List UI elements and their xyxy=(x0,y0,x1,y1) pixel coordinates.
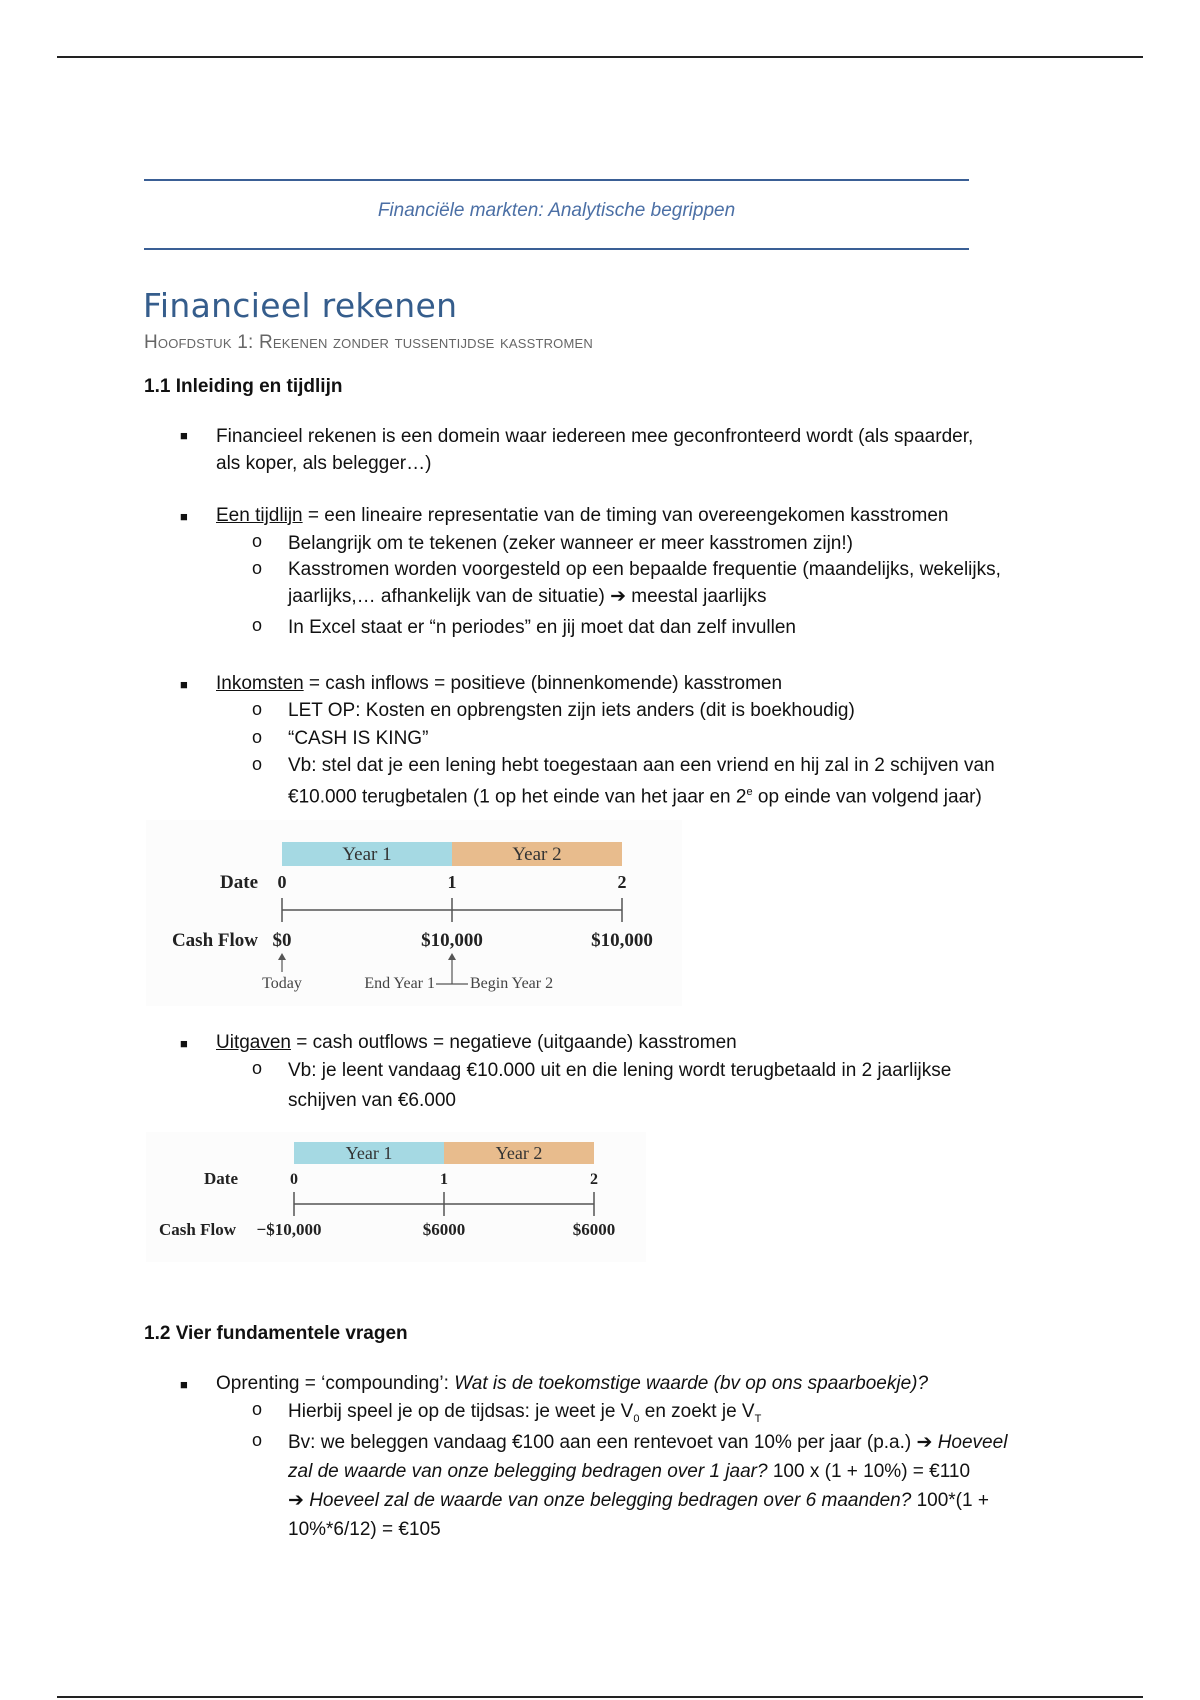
year-1-label: Year 1 xyxy=(342,844,392,865)
bullet-4-sub-1: Vb: je leent vandaag €10.000 uit en die lening wordt terugbetaald in 2 jaarlijkse schijven van €6.000 xyxy=(288,1060,952,1111)
year-boundary-arrowhead-icon xyxy=(448,953,456,960)
bullet-square-icon: ■ xyxy=(180,1036,188,1051)
bullet-3-sub-3: Vb: stel dat je een lening hebt toegestaan aan een vriend en hij zal in 2 schijven van €10.000 terugbetalen (1 op het einde van het jaar en 2e op einde van volgend jaar) xyxy=(288,755,995,808)
sub-bullet-circle-icon: o xyxy=(252,615,263,635)
cash-flow-1: $10,000 xyxy=(421,930,483,951)
bullet-3-sub-2: “CASH IS KING” xyxy=(288,728,429,749)
header-rule-top xyxy=(144,179,969,181)
date-tick-0: 0 xyxy=(277,872,287,892)
bullet-square-icon: ■ xyxy=(180,677,188,692)
document-title: Financieel rekenen xyxy=(143,286,458,325)
sub-bullet-circle-icon: o xyxy=(252,699,263,719)
section2-bullet-1-sub-1: Hierbij speel je op de tijdsas: je weet je $V_0$ en zoekt je $V_T$ xyxy=(288,1401,762,1425)
date-tick-1: 1 xyxy=(440,1171,448,1188)
cash-flow-axis-label: Cash Flow xyxy=(159,1220,236,1239)
sub-bullet-circle-icon: o xyxy=(252,754,263,774)
year-2-label: Year 2 xyxy=(512,844,562,865)
bullet-2-sub-2: Kasstromen worden voorgesteld op een bepaalde frequentie (maandelijks, wekelijks, jaarlijks,… afhankelijk van de situatie) ➔ meestal jaarlijks xyxy=(288,559,1001,607)
bullet-2-sub-3: In Excel staat er “n periodes” en jij moet dat dan zelf invullen xyxy=(288,617,796,638)
cash-flow-0: −$10,000 xyxy=(256,1220,322,1239)
date-tick-0: 0 xyxy=(290,1171,298,1188)
date-axis-label: Date xyxy=(220,872,258,893)
timeline-chart-inflows xyxy=(146,820,682,1006)
header-rule-bottom xyxy=(144,248,969,250)
bottom-page-rule xyxy=(57,1696,1143,1698)
timeline-chart-outflows xyxy=(146,1132,646,1262)
sub-bullet-circle-icon: o xyxy=(252,558,263,578)
section-heading-1-1: 1.1 Inleiding en tijdlijn xyxy=(144,376,343,397)
sub-bullet-circle-icon: o xyxy=(252,1430,263,1450)
bullet-square-icon: ■ xyxy=(180,1377,188,1392)
bullet-3-sub-1: LET OP: Kosten en opbrengsten zijn iets anders (dit is boekhoudig) xyxy=(288,700,855,721)
begin-year-2-label: Begin Year 2 xyxy=(470,975,554,992)
cash-flow-1: $6000 xyxy=(422,1220,466,1239)
chapter-subtitle: Hoofdstuk 1: Rekenen zonder tussentijdse kasstromen xyxy=(144,332,593,353)
sub-bullet-circle-icon: o xyxy=(252,1399,263,1419)
year-2-label: Year 2 xyxy=(495,1143,543,1163)
bullet-4-text: Uitgaven = cash outflows = negatieve (uitgaande) kasstromen xyxy=(216,1032,737,1053)
date-tick-2: 2 xyxy=(617,872,627,892)
date-axis-label: Date xyxy=(204,1169,238,1188)
cash-flow-2: $6000 xyxy=(572,1220,616,1239)
section2-bullet-1-sub-2: Bv: we beleggen vandaag €100 aan een rentevoet van 10% per jaar (p.a.) ➔ Hoeveel zal de waarde van onze belegging bedragen over 1 jaar? 100 x (1 + 10%) = €110 ➔ Hoeveel zal de waarde van onze belegging bedragen over 6 maanden? 100*(1 + 10%*6/12) = €105 xyxy=(288,1432,1008,1540)
sub-bullet-circle-icon: o xyxy=(252,727,263,747)
section2-bullet-1-text: Oprenting = ‘compounding’: Wat is de toekomstige waarde (bv op ons spaarboekje)? xyxy=(216,1373,929,1394)
date-tick-1: 1 xyxy=(447,872,457,892)
cash-flow-axis-label: Cash Flow xyxy=(171,930,258,951)
bullet-square-icon: ■ xyxy=(180,509,188,524)
today-label: Today xyxy=(262,975,302,992)
bullet-3-text: Inkomsten = cash inflows = positieve (binnenkomende) kasstromen xyxy=(216,673,783,694)
year-1-label: Year 1 xyxy=(345,1143,393,1163)
bullet-2-text: Een tijdlijn = een lineaire representatie van de timing van overeengekomen kasstromen xyxy=(216,505,949,526)
today-arrowhead-icon xyxy=(278,953,286,960)
bullet-square-icon: ■ xyxy=(180,428,188,443)
cash-flow-0: $0 xyxy=(272,930,292,951)
section-heading-1-2: 1.2 Vier fundamentele vragen xyxy=(144,1323,408,1344)
top-page-rule xyxy=(57,56,1143,58)
bullet-1-text: Financieel rekenen is een domein waar iedereen mee geconfronteerd wordt (als spaarder, als koper, als belegger…) xyxy=(216,426,974,474)
sub-bullet-circle-icon: o xyxy=(252,1058,263,1078)
bullet-2-sub-1: Belangrijk om te tekenen (zeker wanneer er meer kasstromen zijn!) xyxy=(288,533,853,554)
end-year-1-label: End Year 1 xyxy=(364,975,435,992)
header-title: Financiële markten: Analytische begrippen xyxy=(377,200,736,221)
sub-bullet-circle-icon: o xyxy=(252,531,263,551)
cash-flow-2: $10,000 xyxy=(591,930,653,951)
date-tick-2: 2 xyxy=(590,1171,598,1188)
